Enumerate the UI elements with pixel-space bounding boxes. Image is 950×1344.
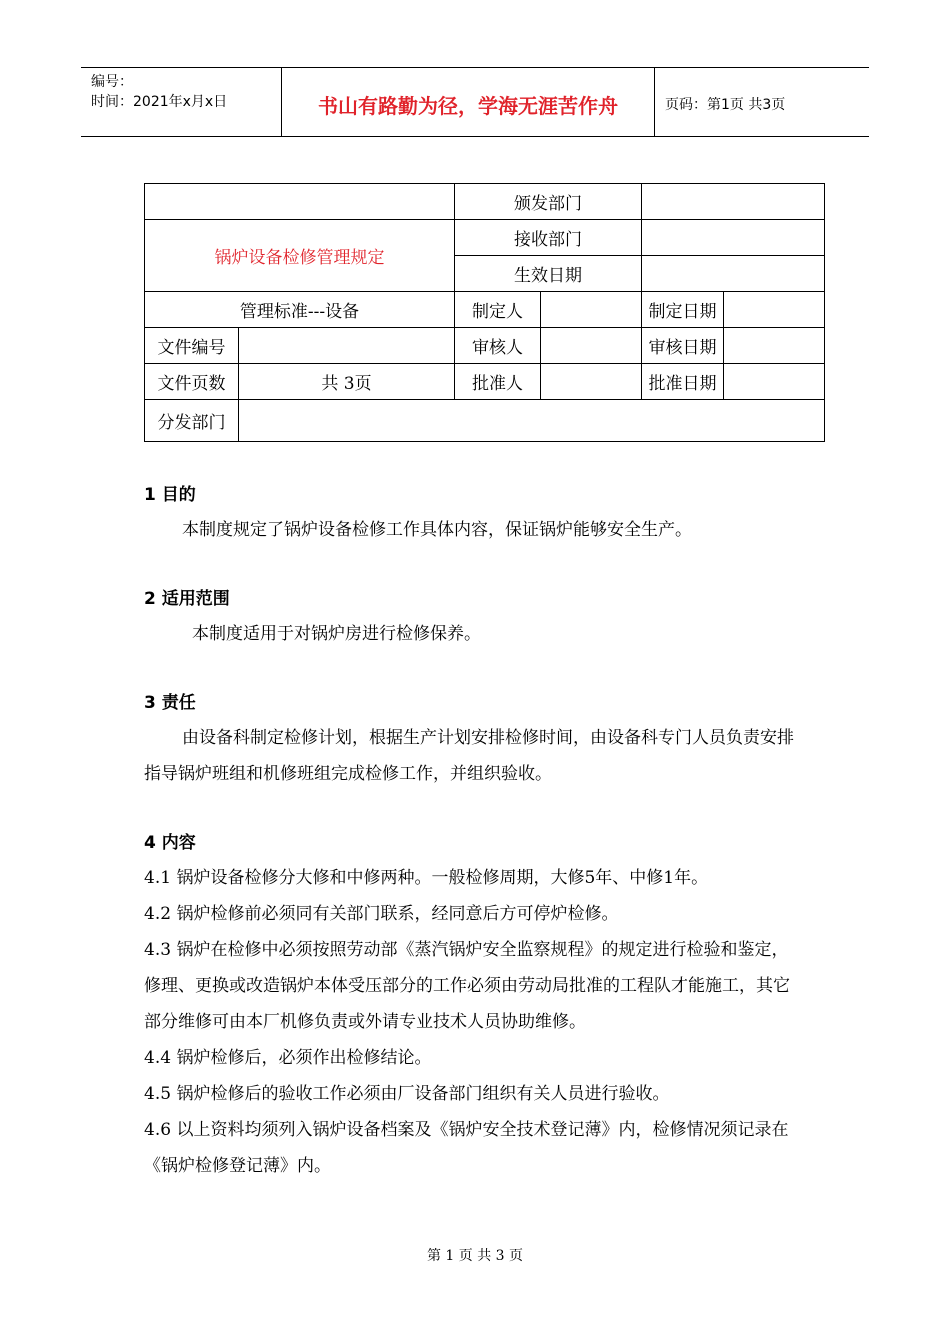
list-item: 4.4 锅炉检修后，必须作出检修结论。 <box>144 1048 432 1068</box>
section-heading: 1 目的 <box>144 485 196 505</box>
section-heading: 2 适用范围 <box>144 589 230 609</box>
section-paragraph: 本制度适用于对锅炉房进行检修保养。 <box>192 624 481 644</box>
number-label: 编号： <box>91 74 133 90</box>
time-label: 时间：2021年x月x日 <box>91 94 228 110</box>
list-item: 4.6 以上资料均须列入锅炉设备档案及《锅炉安全技术登记薄》内，检修情况须记录在《锅炉检修登记薄》内。 <box>144 1120 789 1176</box>
issue-dept-value <box>642 184 825 220</box>
section-heading: 4 内容 <box>144 833 196 853</box>
dist-dept-value <box>239 400 825 442</box>
section-paragraph: 本制度规定了锅炉设备检修工作具体内容，保证锅炉能够安全生产。 <box>182 520 692 540</box>
approve-date-label: 批准日期 <box>642 364 724 400</box>
document-meta-table <box>144 183 825 442</box>
pages-value: 共 3页 <box>239 364 455 400</box>
blank-cell <box>145 184 455 220</box>
reviewer-label: 审核人 <box>455 328 541 364</box>
author-date-label: 制定日期 <box>642 292 724 328</box>
author-label: 制定人 <box>455 292 541 328</box>
section-heading: 3 责任 <box>144 693 196 713</box>
document-body <box>144 478 804 1184</box>
approver-label: 批准人 <box>455 364 541 400</box>
list-item: 4.5 锅炉检修后的验收工作必须由厂设备部门组织有关人员进行验收。 <box>144 1084 670 1104</box>
author-value <box>541 292 642 328</box>
header-divider <box>654 68 655 136</box>
review-date-label: 审核日期 <box>642 328 724 364</box>
dist-dept-label: 分发部门 <box>145 400 239 442</box>
review-date-value <box>724 328 825 364</box>
pages-label: 文件页数 <box>145 364 239 400</box>
page-footer: 第 1 页 共 3 页 <box>426 1248 524 1264</box>
author-date-value <box>724 292 825 328</box>
reviewer-value <box>541 328 642 364</box>
header-left <box>91 72 227 112</box>
list-item: 4.1 锅炉设备检修分大修和中修两种。一般检修周期，大修5年、中修1年。 <box>144 868 709 888</box>
section-paragraph: 由设备科制定检修计划，根据生产计划安排检修时间，由设备科专门人员负责安排指导锅炉班组和机修班组完成检修工作，并组织验收。 <box>144 728 794 784</box>
file-no-value <box>239 328 455 364</box>
issue-dept-label: 颁发部门 <box>455 184 642 220</box>
page-header <box>81 67 869 137</box>
effective-date-label: 生效日期 <box>455 256 642 292</box>
approve-date-value <box>724 364 825 400</box>
receive-dept-value <box>642 220 825 256</box>
category-cell: 管理标准---设备 <box>145 292 455 328</box>
file-no-label: 文件编号 <box>145 328 239 364</box>
header-page-label: 页码：第1页 共3页 <box>665 97 786 113</box>
doc-title: 锅炉设备检修管理规定 <box>145 220 455 292</box>
effective-date-value <box>642 256 825 292</box>
receive-dept-label: 接收部门 <box>455 220 642 256</box>
header-motto: 书山有路勤为径，学海无涯苦作舟 <box>318 94 618 118</box>
list-item: 4.2 锅炉检修前必须同有关部门联系，经同意后方可停炉检修。 <box>144 904 619 924</box>
approver-value <box>541 364 642 400</box>
list-item: 4.3 锅炉在检修中必须按照劳动部《蒸汽锅炉安全监察规程》的规定进行检验和鉴定，修理、更换或改造锅炉本体受压部分的工作必须由劳动局批准的工程队才能施工，其它部分维修可由本厂机修负责或外请专业技术人员协助维修。 <box>144 940 790 1032</box>
